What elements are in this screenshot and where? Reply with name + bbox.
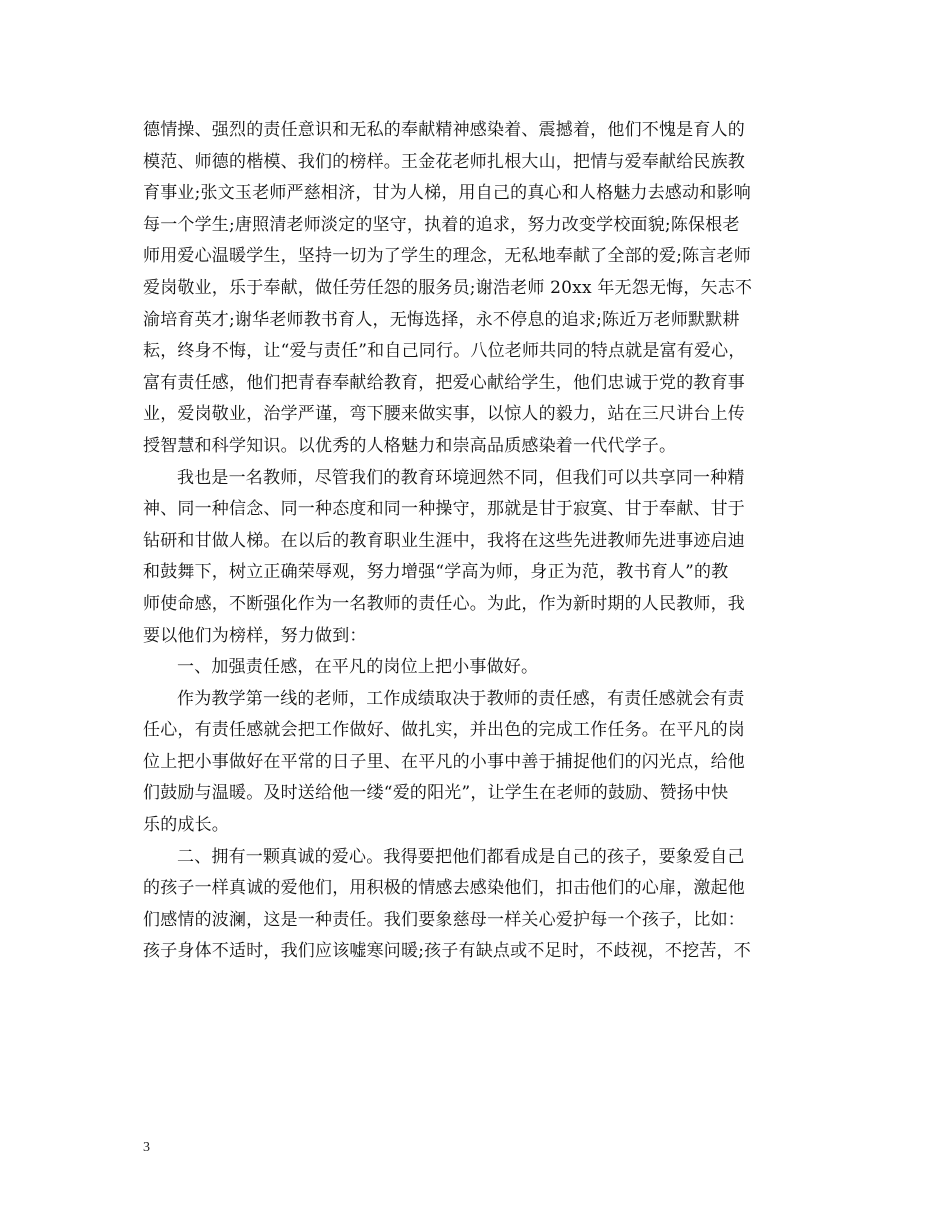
text-line: 爱岗敬业，乐于奉献，做任劳任怨的服务员;谢浩老师 20xx 年无怨无悔，矢志不: [143, 277, 753, 298]
text-line: 模范、师德的楷模、我们的榜样。王金花老师扎根大山，把情与爱奉献给民族教: [143, 151, 745, 172]
text-line: 孩子身体不适时，我们应该嘘寒问暖;孩子有缺点或不足时，不歧视，不挖苦，不: [143, 941, 751, 962]
text-line: 乐的成长。: [143, 815, 229, 836]
text-line: 位上把小事做好在平常的日子里、在平凡的小事中善于捕捉他们的闪光点，给他: [143, 751, 745, 772]
text-line: 育事业;张文玉老师严慈相济，甘为人梯，用自己的真心和人格魅力去感动和影响: [143, 183, 751, 204]
text-line: 授智慧和科学知识。以优秀的人格魅力和崇高品质感染着一代代学子。: [143, 435, 677, 456]
text-line: 每一个学生;唐照清老师淡定的坚守，执着的追求，努力改变学校面貌;陈保根老: [143, 214, 740, 235]
text-line: 的孩子一样真诚的爱他们，用积极的情感去感染他们，扣击他们的心扉，激起他: [143, 878, 745, 899]
text-line: 一、加强责任感，在平凡的岗位上把小事做好。: [177, 657, 539, 678]
text-line: 们感情的波澜，这是一种责任。我们要象慈母一样关心爱护每一个孩子，比如：: [143, 909, 745, 930]
text-line: 们鼓励与温暖。及时送给他一缕“爱的阳光”，让学生在老师的鼓励、赞扬中快: [143, 783, 729, 804]
text-line: 业，爱岗敬业，治学严谨，弯下腰来做实事，以惊人的毅力，站在三尺讲台上传: [143, 404, 745, 425]
text-line: 和鼓舞下，树立正确荣辱观，努力增强“学高为师，身正为范，教书育人”的教: [143, 562, 729, 583]
text-line: 耘，终身不悔，让“爱与责任”和自己同行。八位老师共同的特点就是富有爱心，: [143, 341, 746, 362]
text-line: 富有责任感，他们把青春奉献给教育，把爱心献给学生，他们忠诚于党的教育事: [143, 372, 745, 393]
text-line: 师使命感，不断强化作为一名教师的责任心。为此，作为新时期的人民教师，我: [143, 593, 745, 614]
text-line: 二、拥有一颗真诚的爱心。我得要把他们都看成是自己的孩子，要象爱自己: [177, 846, 745, 867]
document-body: [143, 115, 811, 968]
page-number: 3: [143, 1140, 150, 1155]
text-line: 师用爱心温暖学生，坚持一切为了学生的理念，无私地奉献了全部的爱;陈言老师: [143, 246, 751, 267]
text-line: 德情操、强烈的责任意识和无私的奉献精神感染着、震撼着，他们不愧是育人的: [143, 120, 745, 140]
text-line: 要以他们为榜样，努力做到：: [143, 625, 367, 646]
text-line: 任心，有责任感就会把工作做好、做扎实，并出色的完成工作任务。在平凡的岗: [143, 720, 745, 741]
text-line: 神、同一种信念、同一种态度和同一种操守，那就是甘于寂寞、甘于奉献、甘于: [143, 499, 745, 520]
text-line: 作为教学第一线的老师，工作成绩取决于教师的责任感，有责任感就会有责: [177, 688, 745, 709]
text-line: 渝培育英才;谢华老师教书育人，无悔选择，永不停息的追求;陈近万老师默默耕: [143, 309, 740, 330]
text-line: 钻研和甘做人梯。在以后的教育职业生涯中，我将在这些先进教师先进事迹启迪: [143, 530, 745, 551]
text-line: 我也是一名教师，尽管我们的教育环境迥然不同，但我们可以共享同一种精: [177, 467, 745, 488]
